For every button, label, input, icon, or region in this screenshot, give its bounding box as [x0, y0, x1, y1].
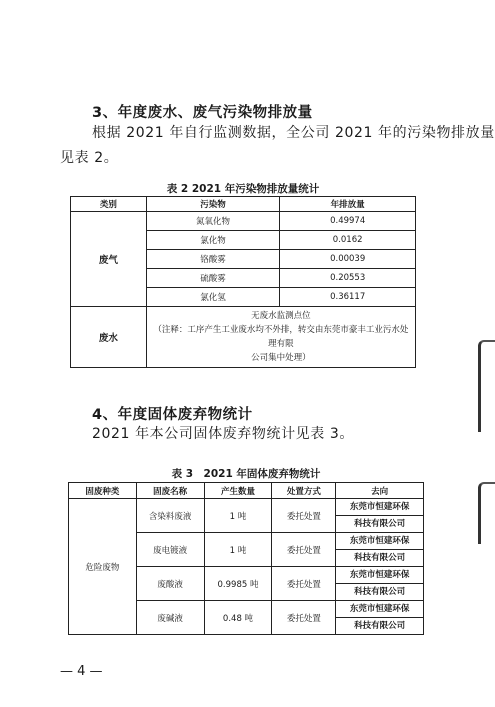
quantity-cell: 0.48 吨 [204, 601, 272, 635]
pollutant-cell: 氯化氢 [146, 288, 280, 307]
section-4-paragraph: 2021 年本公司固体废弃物统计见表 3。 [92, 426, 355, 442]
destination-line-2: 科技有限公司 [354, 519, 406, 529]
seal-stamp-fragment [478, 340, 495, 432]
section-3-paragraph-line-2: 见表 2。 [60, 150, 119, 166]
section-4-heading: 4、年度固体废弃物统计 [92, 407, 253, 423]
amount-cell: 0.49974 [280, 212, 416, 231]
table-row [71, 307, 416, 368]
table-3-category: 危险废物 [69, 499, 137, 635]
waste-name-cell: 废电镀液 [136, 533, 204, 567]
table-2-gas-category: 废气 [71, 212, 147, 307]
table-3-header-destination: 去向 [336, 483, 424, 499]
water-note-line-2: （注释：工序产生工业废水均不外排，转交由东莞市豪丰工业污水处理有限 [153, 325, 409, 349]
waste-name-cell: 废碱液 [136, 601, 204, 635]
water-note-line-3: 公司集中处理） [251, 353, 311, 363]
destination-cell [336, 533, 424, 567]
table-3 [68, 482, 424, 635]
method-cell: 委托处置 [272, 567, 336, 601]
amount-cell: 0.00039 [280, 250, 416, 269]
waste-name-cell: 废酸液 [136, 567, 204, 601]
pollutant-cell: 硫酸雾 [146, 269, 280, 288]
destination-line-2: 科技有限公司 [354, 621, 406, 631]
quantity-cell: 0.9985 吨 [204, 567, 272, 601]
table-2 [70, 196, 416, 368]
destination-line-1: 东莞市恒建环保 [336, 533, 423, 550]
pollutant-cell: 氯化物 [146, 231, 280, 250]
table-3-caption: 表 3 2021 年固体废弃物统计 [171, 468, 321, 480]
pollutant-cell: 氮氧化物 [146, 212, 280, 231]
amount-cell: 0.36117 [280, 288, 416, 307]
table-2-header-amount: 年排放量 [280, 197, 416, 212]
method-cell: 委托处置 [272, 601, 336, 635]
quantity-cell: 1 吨 [204, 499, 272, 533]
table-row [71, 212, 416, 231]
table-2-header-pollutant: 污染物 [146, 197, 280, 212]
method-cell: 委托处置 [272, 499, 336, 533]
section-3-heading: 3、年度废水、废气污染物排放量 [92, 105, 313, 121]
amount-cell: 0.20553 [280, 269, 416, 288]
destination-cell [336, 567, 424, 601]
page-number: — 4 — [60, 664, 103, 679]
pollutant-cell: 铬酸雾 [146, 250, 280, 269]
destination-cell [336, 601, 424, 635]
destination-line-1: 东莞市恒建环保 [336, 567, 423, 584]
water-note-line-1: 无废水监测点位 [251, 311, 311, 321]
table-2-header-category: 类别 [71, 197, 147, 212]
table-3-header-name: 固废名称 [136, 483, 204, 499]
table-2-water-category: 废水 [71, 307, 147, 368]
table-2-water-note [146, 307, 415, 368]
table-row [69, 499, 424, 533]
table-3-header-method: 处置方式 [272, 483, 336, 499]
destination-cell [336, 499, 424, 533]
destination-line-2: 科技有限公司 [354, 553, 406, 563]
section-3-paragraph-line-1: 根据 2021 年自行监测数据，全公司 2021 年的污染物排放量 [92, 125, 495, 141]
table-3-header-kind: 固废种类 [69, 483, 137, 499]
table-2-caption: 表 2 2021 年污染物排放量统计 [166, 183, 320, 195]
destination-line-1: 东莞市恒建环保 [336, 499, 423, 516]
destination-line-1: 东莞市恒建环保 [336, 601, 423, 618]
method-cell: 委托处置 [272, 533, 336, 567]
table-3-header-quantity: 产生数量 [204, 483, 272, 499]
amount-cell: 0.0162 [280, 231, 416, 250]
table-2-header-row [71, 197, 416, 212]
quantity-cell: 1 吨 [204, 533, 272, 567]
seal-stamp-fragment [478, 482, 495, 544]
waste-name-cell: 含染料废液 [136, 499, 204, 533]
table-3-header-row [69, 483, 424, 499]
destination-line-2: 科技有限公司 [354, 587, 406, 597]
